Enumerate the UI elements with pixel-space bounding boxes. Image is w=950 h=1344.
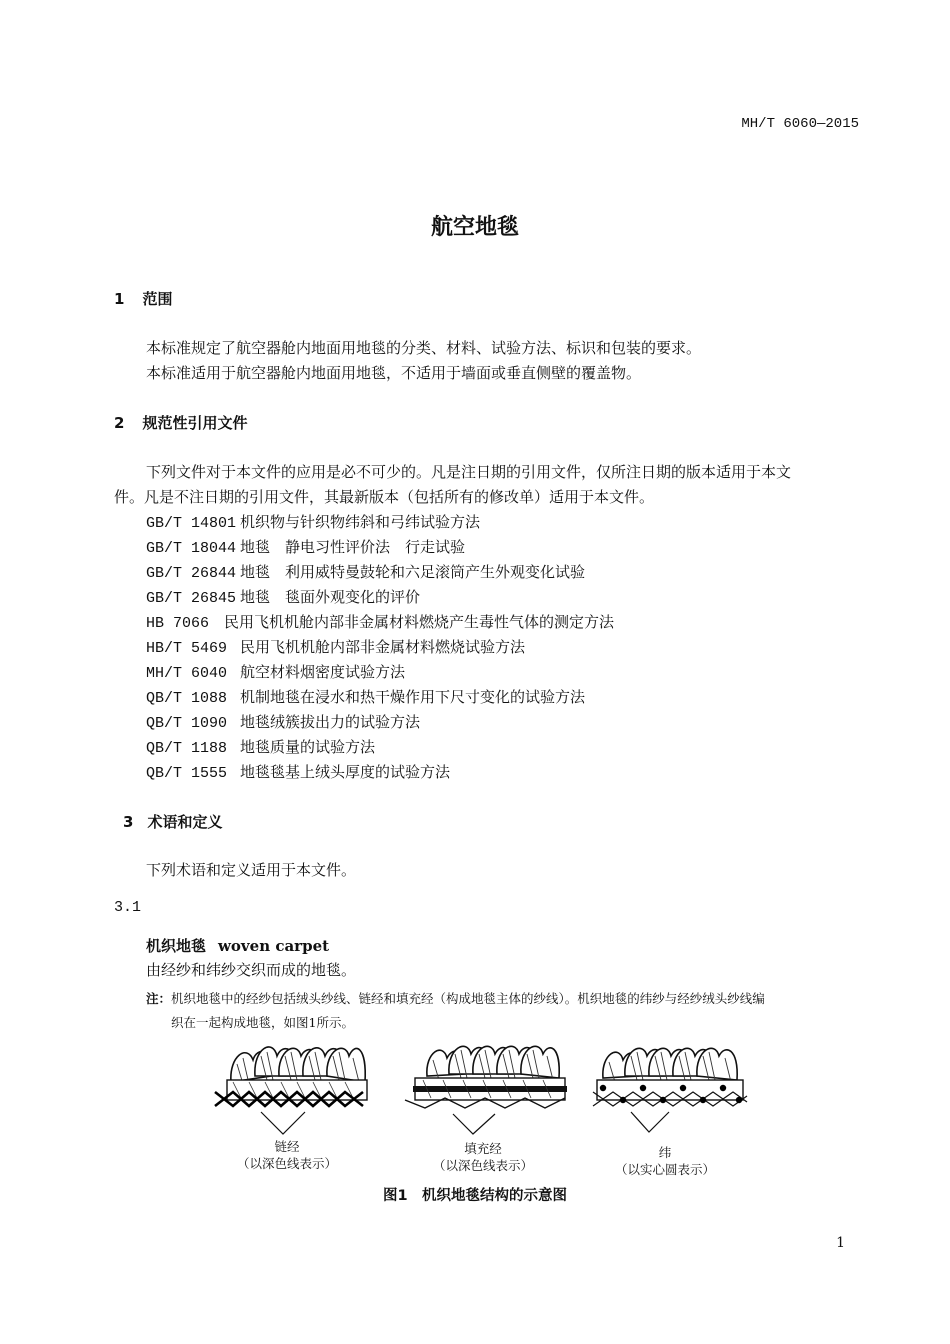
- reference-title: 民用飞机机舱内部非金属材料燃烧产生毒性气体的测定方法: [224, 613, 615, 631]
- panel-chain-warp-diagram: [215, 1047, 367, 1134]
- page-title: 航空地毯: [430, 215, 519, 240]
- reference-title: 民用飞机机舱内部非金属材料燃烧试验方法: [240, 638, 526, 656]
- reference-item: [146, 585, 420, 611]
- section-3-heading: [123, 811, 222, 832]
- reference-title: 航空材料烟密度试验方法: [240, 663, 406, 681]
- reference-title: 地毯 毯面外观变化的评价: [240, 588, 421, 606]
- figure-caption: 图1 机织地毯结构的示意图: [382, 1188, 568, 1204]
- reference-code: GB/T 18044: [146, 540, 237, 557]
- panel-weft-diagram: [593, 1048, 747, 1132]
- term-definition: 由经纱和纬纱交织而成的地毯。: [146, 961, 357, 979]
- figure-panel-label: [212, 1138, 362, 1172]
- panel-sublabel: （以深色线表示）: [432, 1158, 533, 1173]
- reference-title: 地毯 利用威特曼鼓轮和六足滚筒产生外观变化试验: [240, 563, 586, 581]
- page-number: 1: [836, 1235, 845, 1251]
- panel-label: 纬: [658, 1145, 672, 1160]
- note-text: 织在一起构成地毯，如图1所示。: [171, 1015, 354, 1030]
- term-name-en: woven carpet: [218, 937, 330, 955]
- reference-code: HB/T 5469: [146, 640, 228, 657]
- reference-item: [146, 685, 585, 711]
- reference-title: 机制地毯在浸水和热干燥作用下尺寸变化的试验方法: [240, 688, 586, 706]
- section-title: 术语和定义: [147, 813, 223, 831]
- reference-item: [146, 510, 480, 536]
- reference-code: QB/T 1555: [146, 765, 228, 782]
- reference-item: [146, 635, 525, 661]
- section-2-heading: [114, 412, 247, 433]
- paragraph: 本标准规定了航空器舱内地面用地毯的分类、材料、试验方法、标识和包装的要求。: [146, 339, 702, 357]
- panel-stuffer-warp-diagram: [405, 1046, 567, 1134]
- section-title: 规范性引用文件: [142, 414, 248, 432]
- section-number: 1: [114, 290, 125, 308]
- section-title: 范围: [142, 290, 173, 308]
- reference-code: GB/T 26844: [146, 565, 237, 582]
- paragraph: 件。凡是不注日期的引用文件，其最新版本（包括所有的修改单）适用于本文件。: [114, 488, 655, 506]
- panel-sublabel: （以实心圆表示）: [614, 1162, 715, 1177]
- reference-code: QB/T 1088: [146, 690, 228, 707]
- reference-item: [146, 710, 420, 736]
- term-note: [146, 987, 765, 1011]
- reference-code: HB 7066: [146, 615, 210, 632]
- reference-title: 地毯质量的试验方法: [240, 738, 376, 756]
- document-code: MH/T 6060—2015: [741, 116, 859, 132]
- paragraph: 下列文件对于本文件的应用是必不可少的。凡是注日期的引用文件，仅所注日期的版本适用于本文: [146, 463, 792, 481]
- term-number: 3.1: [114, 899, 142, 916]
- reference-title: 地毯毯基上绒头厚度的试验方法: [240, 763, 451, 781]
- reference-item: [146, 560, 585, 586]
- reference-code: MH/T 6040: [146, 665, 228, 682]
- note-text: 机织地毯中的经纱包括绒头纱线、链经和填充经（构成地毯主体的纱线）。机织地毯的纬纱与经纱绒头纱线编: [171, 991, 765, 1006]
- panel-label: 填充经: [464, 1141, 502, 1156]
- note-label: 注：: [146, 991, 172, 1006]
- term-name-cn: 机织地毯: [146, 937, 207, 955]
- figure-panel-label: [590, 1144, 740, 1178]
- reference-item: [146, 735, 375, 761]
- reference-code: QB/T 1090: [146, 715, 228, 732]
- reference-item: [146, 610, 614, 636]
- section-number: 2: [114, 414, 125, 432]
- reference-item: [146, 660, 405, 686]
- reference-title: 地毯绒簇拔出力的试验方法: [240, 713, 421, 731]
- term-heading: [146, 935, 329, 956]
- reference-code: GB/T 14801: [146, 515, 237, 532]
- paragraph: 本标准适用于航空器舱内地面用地毯，不适用于墙面或垂直侧壁的覆盖物。: [146, 364, 642, 382]
- panel-sublabel: （以深色线表示）: [236, 1156, 337, 1171]
- panel-label: 链经: [274, 1139, 300, 1154]
- reference-title: 地毯 静电习性评价法 行走试验: [240, 538, 466, 556]
- paragraph: 下列术语和定义适用于本文件。: [146, 861, 357, 879]
- reference-item: [146, 535, 465, 561]
- reference-code: GB/T 26845: [146, 590, 237, 607]
- section-number: 3: [123, 813, 134, 831]
- reference-item: [146, 760, 450, 786]
- reference-code: QB/T 1188: [146, 740, 228, 757]
- section-1-heading: [114, 288, 172, 309]
- figure-panel-label: [408, 1140, 558, 1174]
- reference-title: 机织物与针织物纬斜和弓纬试验方法: [240, 513, 481, 531]
